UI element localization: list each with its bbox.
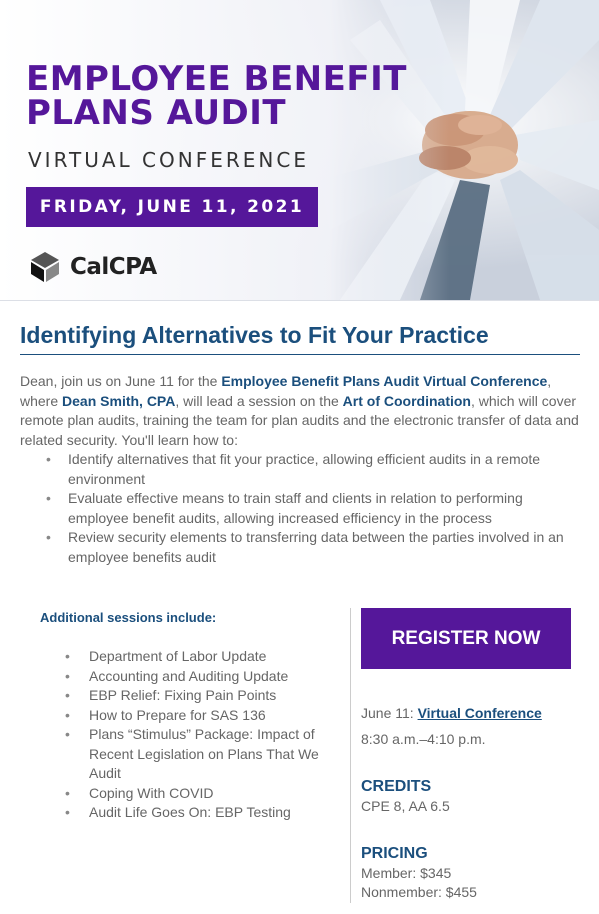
intro-text xyxy=(20,372,586,567)
additional-sessions-heading: Additional sessions include: xyxy=(40,610,217,625)
section-headline: Identifying Alternatives to Fit Your Practice xyxy=(20,322,580,355)
intro-text-part-2: , where xyxy=(20,373,552,409)
register-now-button[interactable]: REGISTER NOW xyxy=(361,608,571,669)
conference-name: Employee Benefit Plans Audit Virtual Conference xyxy=(221,373,548,389)
conference-title-line-1: EMPLOYEE BENEFIT xyxy=(26,59,407,99)
calcpa-cube-icon xyxy=(28,250,62,284)
virtual-conference-link[interactable]: Virtual Conference xyxy=(417,705,542,721)
credits-value: CPE 8, AA 6.5 xyxy=(361,798,450,814)
list-item: • Identify alternatives that fit your practice, allowing efficient audits in a remote environment xyxy=(68,450,586,489)
intro-text-part-1: Dean, join us on June 11 for the xyxy=(20,373,222,389)
member-price: Member: $345 xyxy=(361,864,452,881)
list-item: • EBP Relief: Fixing Pain Points xyxy=(89,686,340,706)
event-time: 8:30 a.m.–4:10 p.m. xyxy=(361,730,486,747)
calcpa-logo-text: CalCPA xyxy=(70,254,157,280)
list-item: • Plans “Stimulus” Package: Impact of Recent Legislation on Plans That We Audit xyxy=(89,725,340,784)
event-date: June 11: xyxy=(361,705,418,721)
event-details xyxy=(361,704,591,903)
list-item: • Audit Life Goes On: EBP Testing xyxy=(89,803,340,823)
list-item: • Evaluate effective means to train staff and clients in relation to performing employee benefit audits, allowing increased efficiency in the process xyxy=(68,489,586,528)
column-divider xyxy=(350,608,351,903)
conference-subtitle: VIRTUAL CONFERENCE xyxy=(28,148,309,172)
list-item: • Coping With COVID xyxy=(89,784,340,804)
pricing-heading: PRICING xyxy=(361,844,428,862)
additional-sessions-list xyxy=(40,647,340,823)
list-item: • How to Prepare for SAS 136 xyxy=(89,706,340,726)
hero-banner xyxy=(0,0,599,301)
intro-text-part-4: , which will cover remote plan audits, training the team for plan audits and the electronic transfer of data and related security. You'll learn how to: xyxy=(20,392,579,448)
intro-text-part-3: , will lead a session on the xyxy=(175,392,343,409)
list-item: • Accounting and Auditing Update xyxy=(89,667,340,687)
nonmember-price: Nonmember: $455 xyxy=(361,884,477,900)
conference-title-line-2: PLANS AUDIT xyxy=(26,93,287,133)
conference-title xyxy=(26,59,407,133)
list-item: • Department of Labor Update xyxy=(89,647,340,667)
credits-heading: CREDITS xyxy=(361,778,432,795)
conference-date-bar: FRIDAY, JUNE 11, 2021 xyxy=(26,187,318,227)
additional-sessions xyxy=(40,610,340,823)
session-name: Art of Coordination xyxy=(342,392,471,409)
calcpa-logo xyxy=(28,248,157,286)
learning-objectives-list xyxy=(20,450,586,567)
list-item: • Review security elements to transferring data between the parties involved in an employee benefits audit xyxy=(68,528,586,567)
event-date-line xyxy=(361,704,591,724)
speaker-name: Dean Smith, CPA xyxy=(62,392,176,409)
